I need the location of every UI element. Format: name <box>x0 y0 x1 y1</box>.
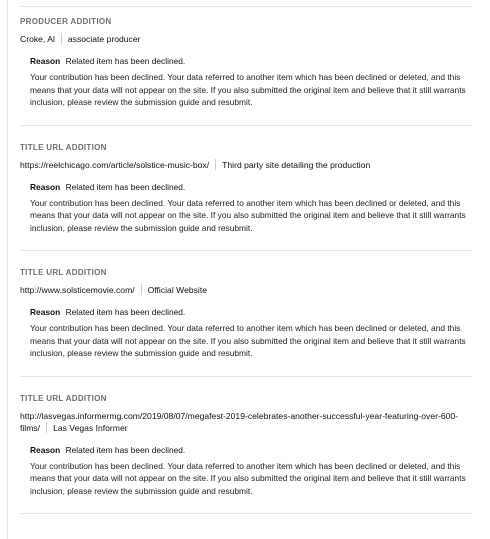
reason-short: Related item has been declined. <box>65 56 186 66</box>
contribution-type: PRODUCER ADDITION <box>20 17 112 26</box>
reason-block <box>30 306 472 360</box>
contribution-item <box>20 138 472 252</box>
reason-label: Reason <box>30 444 61 455</box>
reason-block <box>30 181 472 235</box>
reason-short: Related item has been declined. <box>65 181 186 192</box>
reason-detail: Your contribution has been declined. Your data referred to another item which has been declined or deleted, and this means that your data will not appear on the site. If you also submitted the original item and believe that it still warrants inclusion, please review the submission guide and resubmit. <box>30 197 466 233</box>
contribution-note: associate producer <box>67 34 141 44</box>
value-separator <box>215 159 216 170</box>
reason-block <box>30 55 472 109</box>
value-separator <box>61 33 62 44</box>
contribution-type: TITLE URL ADDITION <box>20 142 107 152</box>
value-separator <box>141 284 142 295</box>
contribution-value-line <box>20 284 472 296</box>
contribution-value: Croke, Al <box>20 34 55 44</box>
contribution-value-line <box>20 33 472 45</box>
reason-short: Related item has been declined. <box>65 307 186 317</box>
contribution-item <box>20 389 472 515</box>
reason-detail: Your contribution has been declined. Your data referred to another item which has been declined or deleted, and this means that your data will not appear on the site. If you also submitted the original item and believe that it still warrants inclusion, please review the submission guide and resubmit. <box>30 323 466 358</box>
reason-summary <box>30 181 472 193</box>
contribution-value-line <box>20 410 472 434</box>
contribution-value: http://lasvegas.informermg.com/2019/08/07/megafest-2019-celebrates-another-successful-year-featuring-over-600-films/ <box>20 410 459 433</box>
reason-label: Reason <box>30 181 61 192</box>
contribution-type: TITLE URL ADDITION <box>20 393 107 403</box>
top-divider <box>20 6 472 7</box>
contribution-value: http://www.solsticemovie.com/ <box>20 285 135 295</box>
reason-summary <box>30 444 472 456</box>
contribution-item <box>20 263 472 377</box>
reason-label: Reason <box>30 56 61 66</box>
contribution-value-line <box>20 159 472 171</box>
reason-detail: Your contribution has been declined. Your data referred to another item which has been declined or deleted, and this means that your data will not appear on the site. If you also submitted the original item and believe that it still warrants inclusion, please review the submission guide and resubmit. <box>30 460 466 496</box>
panel-left-border <box>7 0 8 539</box>
contribution-value: https://reelchicago.com/article/solstice-music-box/ <box>20 159 210 170</box>
contribution-type: TITLE URL ADDITION <box>20 268 107 277</box>
contribution-item <box>20 12 472 126</box>
contribution-list <box>20 12 472 526</box>
contribution-note: Official Website <box>147 285 208 295</box>
reason-detail: Your contribution has been declined. Your data referred to another item which has been declined or deleted, and this means that your data will not appear on the site. If you also submitted the original item and believe that it still warrants inclusion, please review the submission guide and resubmit. <box>30 72 466 107</box>
reason-summary <box>30 306 472 318</box>
reason-block <box>30 444 472 498</box>
contribution-note: Las Vegas Informer <box>53 422 128 433</box>
value-separator <box>46 422 47 433</box>
reason-label: Reason <box>30 307 61 317</box>
reason-summary <box>30 55 472 67</box>
contribution-note: Third party site detailing the production <box>222 159 371 170</box>
reason-short: Related item has been declined. <box>65 444 186 455</box>
